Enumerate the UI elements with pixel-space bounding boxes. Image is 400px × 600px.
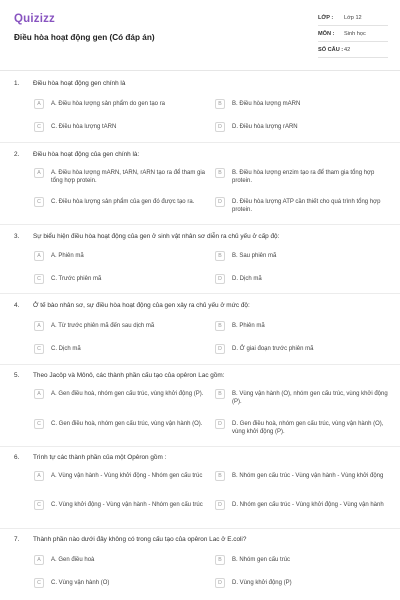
option-letter: C: [34, 578, 44, 588]
option-text: C. Dịch mã: [51, 346, 81, 352]
option-letter: C: [34, 419, 44, 429]
option-letter: A: [34, 555, 44, 565]
question-text: Theo Jacôp và Mônô, các thành phần cấu tạo của opêron Lac gồm:: [33, 372, 225, 379]
option-letter: A: [34, 168, 44, 178]
option-letter: B: [215, 251, 225, 261]
option-text: D. Điều hòa lượng ATP cần thiết cho quá trình tổng hợp protein.: [232, 199, 381, 214]
option-text: A. Vùng vận hành - Vùng khởi động - Nhóm gen cấu trúc: [51, 473, 203, 479]
option-text: C. Điều hòa lượng tARN: [51, 124, 117, 130]
question-divider: [0, 224, 400, 225]
option-text: C. Gen điều hoà, nhóm gen cấu trúc, vùng vận hành (O).: [51, 421, 203, 427]
option-letter: B: [215, 555, 225, 565]
option-text: D. Vùng khởi động (P): [232, 580, 292, 586]
meta-value: Lớp 12: [344, 15, 362, 21]
option-letter: D: [215, 578, 225, 588]
header-divider: [0, 70, 400, 71]
option-text: B. Sau phiên mã: [232, 253, 277, 259]
option-text: A. Từ trước phiên mã đến sau dịch mã: [51, 323, 155, 329]
meta-key: SỐ CÂU :: [318, 47, 344, 53]
option-letter: C: [34, 274, 44, 284]
option-text: B. Điều hòa lượng mARN: [232, 101, 301, 107]
option-text: C. Vùng khởi động - Vùng vận hành - Nhóm gen cấu trúc: [51, 502, 203, 508]
question-number: 5.: [14, 372, 20, 379]
option-letter: A: [34, 471, 44, 481]
option-text: D. Nhóm gen cấu trúc - Vùng khởi động - Vùng vận hành: [232, 502, 384, 508]
option-letter: D: [215, 274, 225, 284]
quizizz-logo[interactable]: Quizizz: [14, 13, 56, 25]
meta-key: MÔN :: [318, 31, 335, 37]
option-text: A. Điều hòa lượng mARN, tARN, rARN tạo ra để tham gia tổng hợp protein.: [51, 170, 206, 185]
question-number: 7.: [14, 536, 20, 543]
option-text: B. Nhóm gen cấu trúc - Vùng vận hành - Vùng khởi động: [232, 473, 384, 479]
option-text: B. Điều hòa lượng enzim tạo ra để tham gia tổng hợp protein.: [232, 170, 375, 185]
option-letter: C: [34, 197, 44, 207]
option-letter: C: [34, 344, 44, 354]
option-text: D. Dịch mã: [232, 276, 262, 282]
option-text: A. Gen điều hoà, nhóm gen cấu trúc, vùng khởi động (P).: [51, 391, 204, 397]
meta-key: LỚP :: [318, 15, 334, 21]
question-number: 1.: [14, 80, 20, 87]
question-divider: [0, 142, 400, 143]
option-letter: D: [215, 122, 225, 132]
option-letter: B: [215, 168, 225, 178]
option-text: D. Ở giai đoạn trước phiên mã: [232, 346, 314, 352]
question-text: Điều hòa hoạt động của gen chính là:: [33, 151, 140, 158]
question-divider: [0, 528, 400, 529]
question-number: 2.: [14, 151, 20, 158]
option-letter: C: [34, 500, 44, 510]
option-letter: A: [34, 251, 44, 261]
option-letter: B: [215, 471, 225, 481]
question-text: Điều hòa hoạt động gen chính là: [33, 80, 126, 87]
question-number: 4.: [14, 302, 20, 309]
meta-value: 42: [344, 47, 351, 53]
question-divider: [0, 364, 400, 365]
question-number: 3.: [14, 233, 20, 240]
option-letter: A: [34, 389, 44, 399]
option-letter: B: [215, 389, 225, 399]
meta-row-class: [318, 12, 388, 26]
option-text: D. Điều hòa lượng rARN: [232, 124, 298, 130]
option-letter: D: [215, 500, 225, 510]
question-text: Ở tế bào nhân sơ, sự điều hòa hoạt động của gen xảy ra chủ yếu ở mức độ:: [33, 302, 250, 309]
worksheet-meta: [318, 12, 388, 60]
option-letter: A: [34, 99, 44, 109]
question-text: Sự biểu hiện điều hòa hoạt động của gen ở sinh vật nhân sơ diễn ra chủ yếu ở cấp độ:: [33, 233, 280, 240]
option-letter: D: [215, 419, 225, 429]
option-text: B. Phiên mã: [232, 323, 265, 329]
meta-row-subject: [318, 28, 388, 42]
question-text: Thành phần nào dưới đây không có trong cấu tạo của opêron Lac ở E.coli?: [33, 536, 247, 543]
option-text: C. Trước phiên mã: [51, 276, 102, 282]
meta-row-count: [318, 44, 388, 58]
question-number: 6.: [14, 454, 20, 461]
option-letter: B: [215, 99, 225, 109]
option-text: A. Phiên mã: [51, 253, 84, 259]
meta-value: Sinh học: [344, 31, 366, 37]
option-letter: D: [215, 344, 225, 354]
option-letter: A: [34, 321, 44, 331]
option-text: C. Vùng vận hành (O): [51, 580, 110, 586]
question-divider: [0, 293, 400, 294]
option-text: B. Vùng vận hành (O), nhóm gen cấu trúc, vùng khởi động (P).: [232, 391, 388, 406]
option-text: C. Điều hòa lượng sản phẩm của gen đó được tạo ra.: [51, 199, 195, 205]
option-letter: B: [215, 321, 225, 331]
option-letter: D: [215, 197, 225, 207]
option-text: D. Gen điều hoà, nhóm gen cấu trúc, vùng vận hành (O), vùng khởi động (P).: [232, 421, 384, 436]
worksheet-title: Điều hòa hoạt động gen (Có đáp án): [14, 33, 155, 42]
option-text: A. Gen điều hoà: [51, 557, 95, 563]
option-text: A. Điều hòa lượng sản phẩm do gen tạo ra: [51, 101, 166, 107]
option-text: B. Nhóm gen cấu trúc: [232, 557, 291, 563]
option-letter: C: [34, 122, 44, 132]
question-text: Trình tự các thành phần của một Opêron gồm :: [33, 454, 167, 461]
question-divider: [0, 446, 400, 447]
